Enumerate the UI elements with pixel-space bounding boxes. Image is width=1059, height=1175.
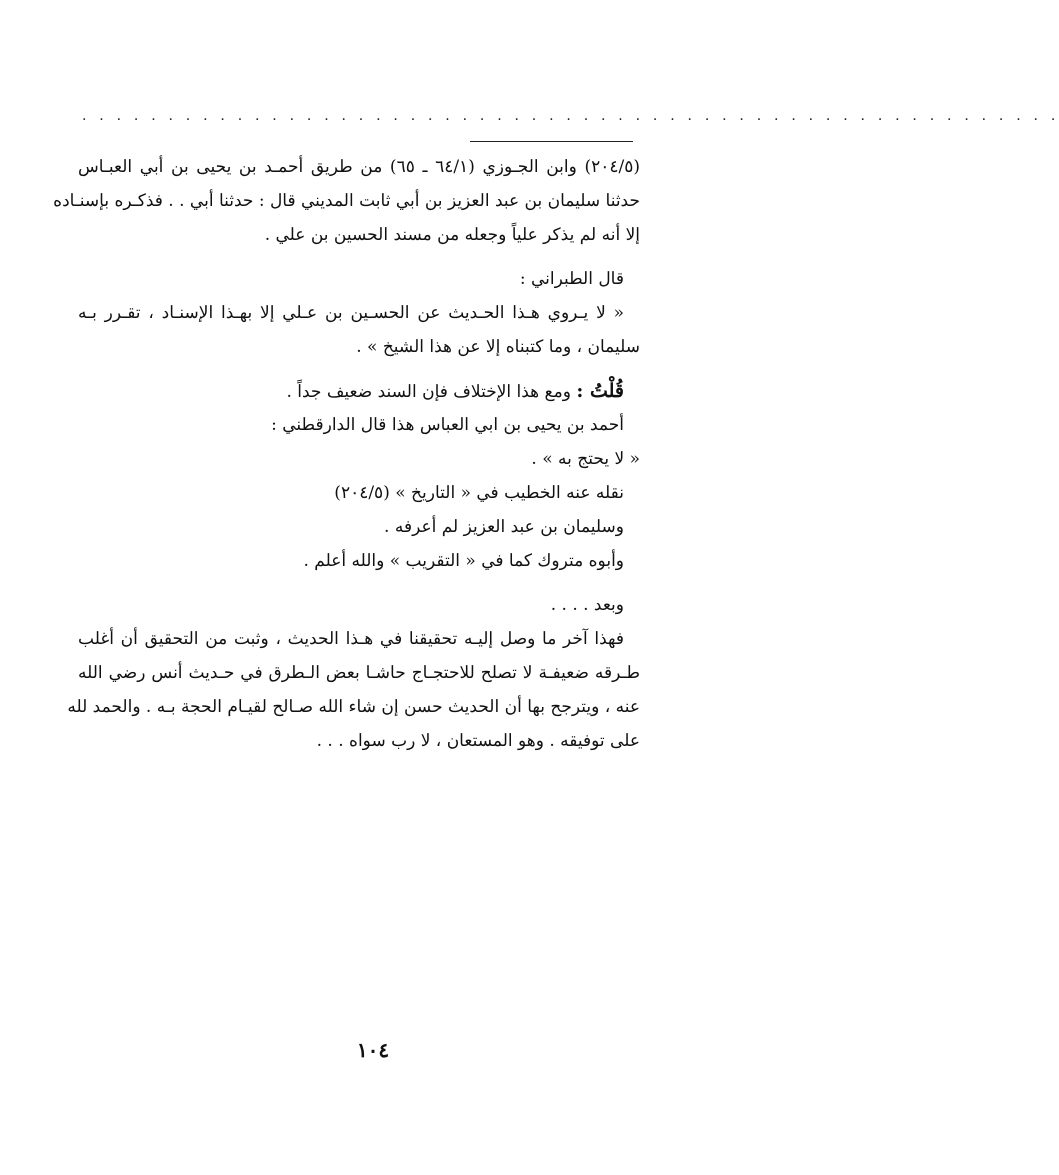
text-line-4: قال الطبراني : [519, 269, 624, 289]
text-line-8: أحمد بن يحيى بن ابي العباس هذا قال الدارقطني : [271, 415, 624, 435]
text-line-15: طـرقه ضعيفـة لا تصلح للاحتجـاج حاشـا بعض الـطرق في حـديث أنس رضي الله [78, 663, 640, 683]
main-text [53, 150, 640, 758]
text-line-12: وأبوه متروك كما في « التقريب » والله أعلم . [303, 551, 624, 571]
text-line-5: « لا يـروي هـذا الحـديث عن الحسـين بن عـلي إلا بهـذا الإسنـاد ، تقـرر بـه [78, 303, 624, 323]
text-line-10: نقله عنه الخطيب في « التاريخ » (٢٠٤/٥) [334, 483, 624, 503]
footnote-rule [470, 141, 633, 142]
text-line-6: سليمان ، وما كتبناه إلا عن هذا الشيخ » . [356, 337, 640, 357]
page-number: ١٠٤ [356, 1038, 390, 1062]
text-line-16: عنه ، ويترجح بها أن الحديث حسن إن شاء الله صـالح لقيـام الحجة بـه . والحمد لله [67, 697, 640, 717]
text-line-2: حدثنا سليمان بن عبد العزيز بن أبي ثابت المديني قال : حدثنا أبي . . فذكـره بإسنـاده [53, 191, 640, 211]
dotted-separator: . . . . . . . . . . . . . . . . . . . . . . . . . . . . . . . . . . . . . . . . . . . . . . . . . . . . . . . . . [82, 108, 1059, 124]
text-line-1: (٢٠٤/٥) وابن الجـوزي (٦٤/١ ـ ٦٥) من طريق أحمـد بن يحيى بن أبي العبـاس [78, 157, 640, 177]
text-line-9: « لا يحتج به » . [531, 449, 640, 469]
text-line-7 [78, 374, 640, 408]
text-line-3: إلا أنه لم يذكر علياً وجعله من مسند الحسين بن علي . [264, 225, 640, 245]
text-line-13: وبعد . . . . [550, 595, 624, 615]
qult-label: قُلْتُ : [576, 380, 624, 402]
text-line-17: على توفيقه . وهو المستعان ، لا رب سواه . . . [316, 731, 640, 751]
text-line-11: وسليمان بن عبد العزيز لم أعرفه . [384, 517, 624, 537]
qult-text: ومع هذا الإختلاف فإن السند ضعيف جداً . [286, 382, 571, 402]
text-line-14: فهذا آخر ما وصل إليـه تحقيقنا في هـذا الحديث ، وثبت من التحقيق أن أغلب [78, 629, 624, 649]
